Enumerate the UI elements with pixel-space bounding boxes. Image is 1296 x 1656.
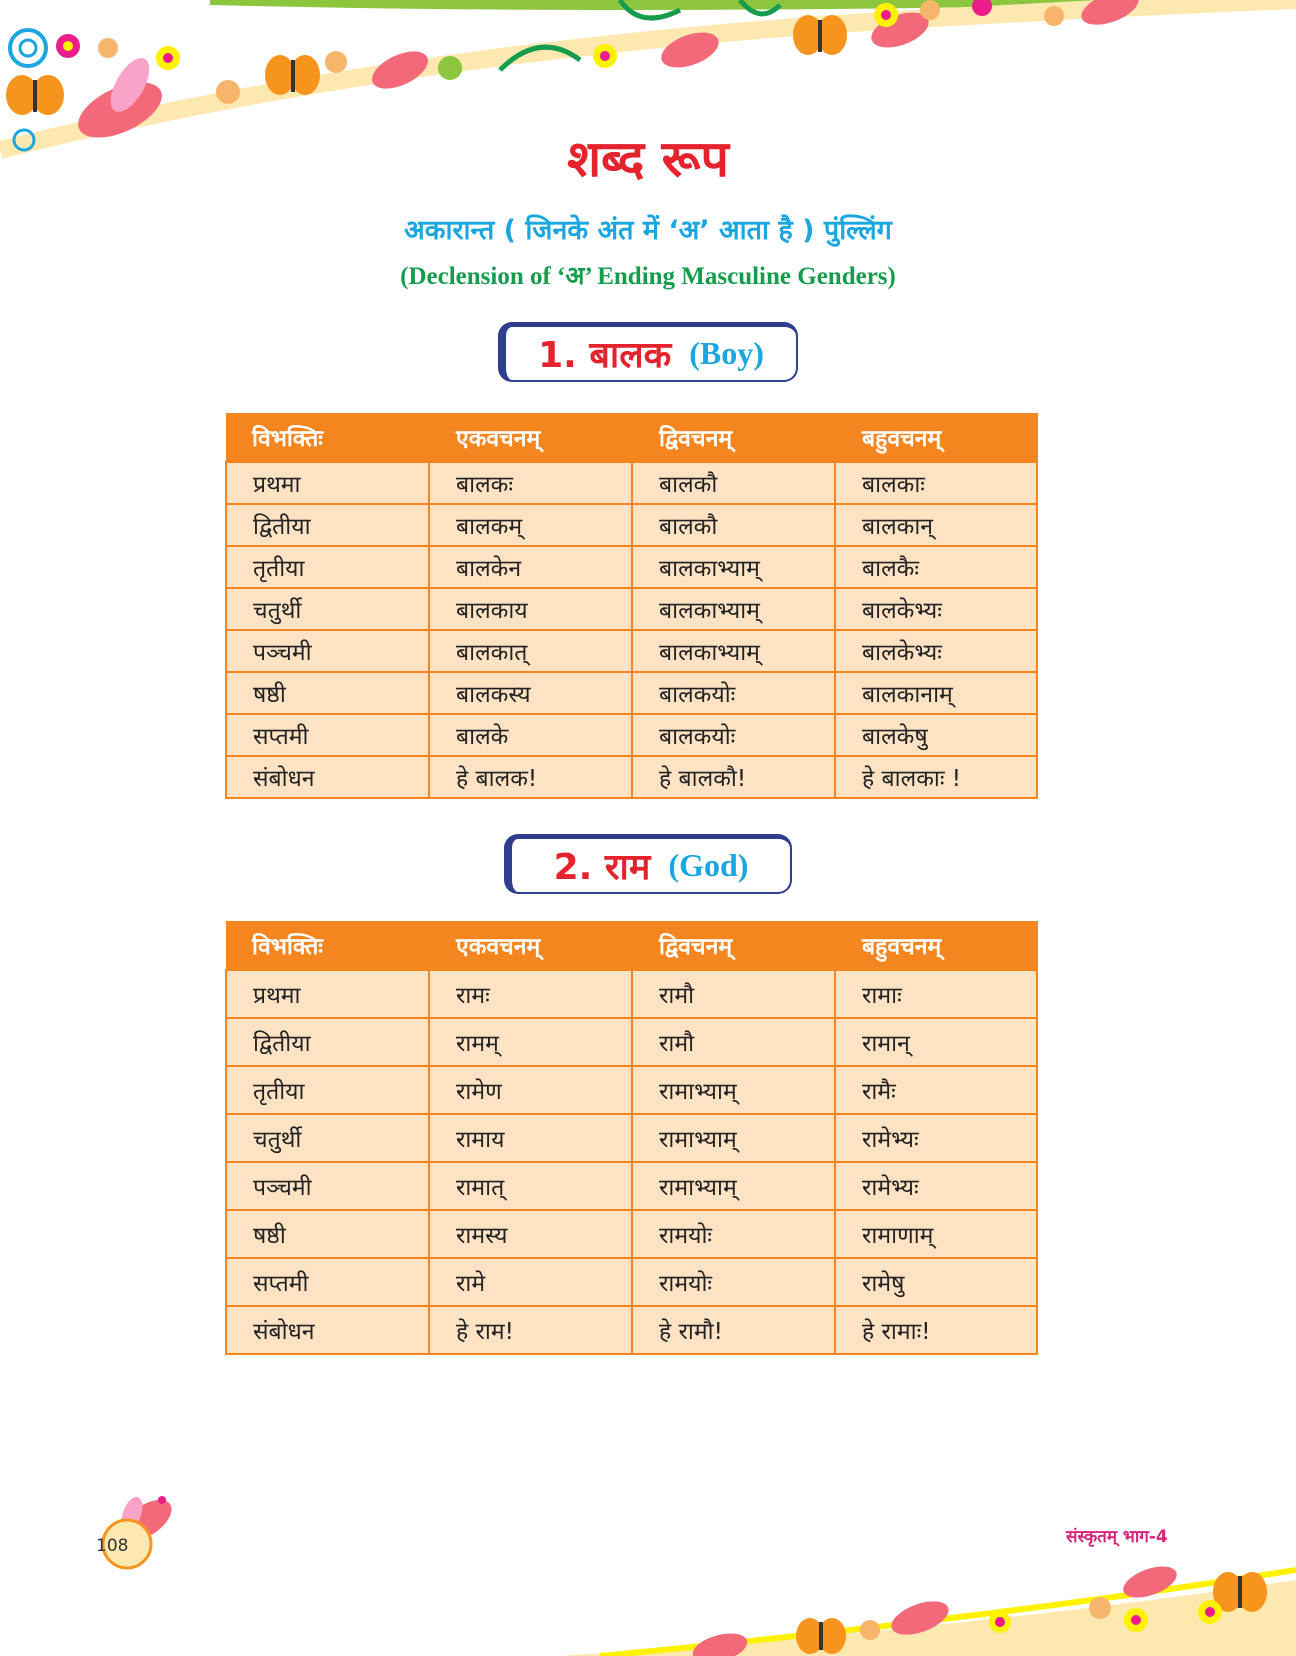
table-row [226,1066,1037,1114]
section-heading-balak [498,322,798,382]
table-row [226,672,1037,714]
table-cell: प्रथमा [226,970,429,1018]
subtitle-english: (Declension of ‘अ’ Ending Masculine Genders) [400,263,896,290]
table-cell: रामयोः [632,1210,835,1258]
table-cell: बालकाः [835,462,1037,504]
header-bahuvachan: बहुवचनम् [835,921,1037,970]
table-row [226,1018,1037,1066]
header-dvivachan: द्विवचनम् [632,921,835,970]
table-cell: षष्ठी [226,1210,429,1258]
table-cell: रामाय [429,1114,632,1162]
table-cell: द्वितीया [226,1018,429,1066]
table-cell: बालकात् [429,630,632,672]
table-cell: रामौ [632,970,835,1018]
table-cell: रामेभ्यः [835,1162,1037,1210]
table-cell: रामेभ्यः [835,1114,1037,1162]
table-cell: प्रथमा [226,462,429,504]
page-number: 108 [96,1536,129,1556]
table-cell: बालकाभ्याम् [632,546,835,588]
table-cell: बालकेन [429,546,632,588]
bottom-floral-border [560,1540,1296,1656]
table-cell: रामाभ्याम् [632,1114,835,1162]
table-cell: रामस्य [429,1210,632,1258]
table-row [226,462,1037,504]
table-cell: बालकानाम् [835,672,1037,714]
table-row [226,546,1037,588]
table-cell: हे बालकौ! [632,756,835,798]
table-cell: हे बालक! [429,756,632,798]
section-title: 2. राम [553,847,651,888]
table-cell: हे बालकाः ! [835,756,1037,798]
table-cell: तृतीया [226,1066,429,1114]
table-row [226,630,1037,672]
book-name: संस्कृतम् भाग-4 [1066,1527,1168,1547]
table-cell: रामः [429,970,632,1018]
table-row [226,714,1037,756]
table-cell: रामेषु [835,1258,1037,1306]
table-cell: हे राम! [429,1306,632,1354]
table-cell: रामाभ्याम् [632,1162,835,1210]
table-cell: रामे [429,1258,632,1306]
table-cell: बालकयोः [632,714,835,756]
table-cell: बालकैः [835,546,1037,588]
table-cell: रामौ [632,1018,835,1066]
table-cell: बालकौ [632,462,835,504]
table-cell: चतुर्थी [226,1114,429,1162]
table-row [226,1114,1037,1162]
table-cell: बालकम् [429,504,632,546]
table-row [226,1258,1037,1306]
table-cell: रामान् [835,1018,1037,1066]
table-cell: बालकाय [429,588,632,630]
table-cell: बालकौ [632,504,835,546]
table-row [226,504,1037,546]
table-cell: संबोधन [226,1306,429,1354]
table-cell: षष्ठी [226,672,429,714]
subtitle-hindi: अकारान्त ( जिनके अंत में ‘अ’ आता है ) पुंल्लिंग [404,215,892,246]
table-cell: रामाः [835,970,1037,1018]
section-title: 1. बालक [538,335,672,376]
table-row [226,1162,1037,1210]
table-cell: द्वितीया [226,504,429,546]
section-heading-ram [504,834,792,894]
table-row [226,756,1037,798]
table-cell: चतुर्थी [226,588,429,630]
table-cell: रामेण [429,1066,632,1114]
section-english: (God) [668,847,749,883]
table-cell: रामाणाम् [835,1210,1037,1258]
table-cell: पञ्चमी [226,1162,429,1210]
header-bahuvachan: बहुवचनम् [835,413,1037,462]
header-vibhakti: विभक्तिः [226,921,429,970]
table-cell: रामाभ्याम् [632,1066,835,1114]
declension-table-ram [225,921,1038,1355]
table-cell: रामैः [835,1066,1037,1114]
table-cell: रामयोः [632,1258,835,1306]
page-title: शब्द रूप [567,130,729,188]
table-cell: बालकाभ्याम् [632,588,835,630]
table-cell: बालकस्य [429,672,632,714]
table-cell: बालकेषु [835,714,1037,756]
header-ekavachan: एकवचनम् [429,921,632,970]
table-cell: बालकेभ्यः [835,588,1037,630]
table-cell: सप्तमी [226,1258,429,1306]
table-cell: बालकयोः [632,672,835,714]
table-cell: रामम् [429,1018,632,1066]
table-header-row [226,921,1037,970]
header-vibhakti: विभक्तिः [226,413,429,462]
table-row [226,1210,1037,1258]
section-english: (Boy) [689,335,764,371]
table-row [226,970,1037,1018]
declension-table-balak [225,413,1038,799]
table-cell: बालकाभ्याम् [632,630,835,672]
table-cell: हे रामौ! [632,1306,835,1354]
table-cell: बालके [429,714,632,756]
table-cell: रामात् [429,1162,632,1210]
header-ekavachan: एकवचनम् [429,413,632,462]
table-row [226,1306,1037,1354]
table-cell: सप्तमी [226,714,429,756]
table-cell: बालकान् [835,504,1037,546]
table-row [226,588,1037,630]
table-cell: बालकेभ्यः [835,630,1037,672]
table-cell: हे रामाः! [835,1306,1037,1354]
table-header-row [226,413,1037,462]
table-cell: बालकः [429,462,632,504]
table-cell: संबोधन [226,756,429,798]
page-number-flower-icon [92,1492,182,1572]
header-dvivachan: द्विवचनम् [632,413,835,462]
table-cell: तृतीया [226,546,429,588]
table-cell: पञ्चमी [226,630,429,672]
